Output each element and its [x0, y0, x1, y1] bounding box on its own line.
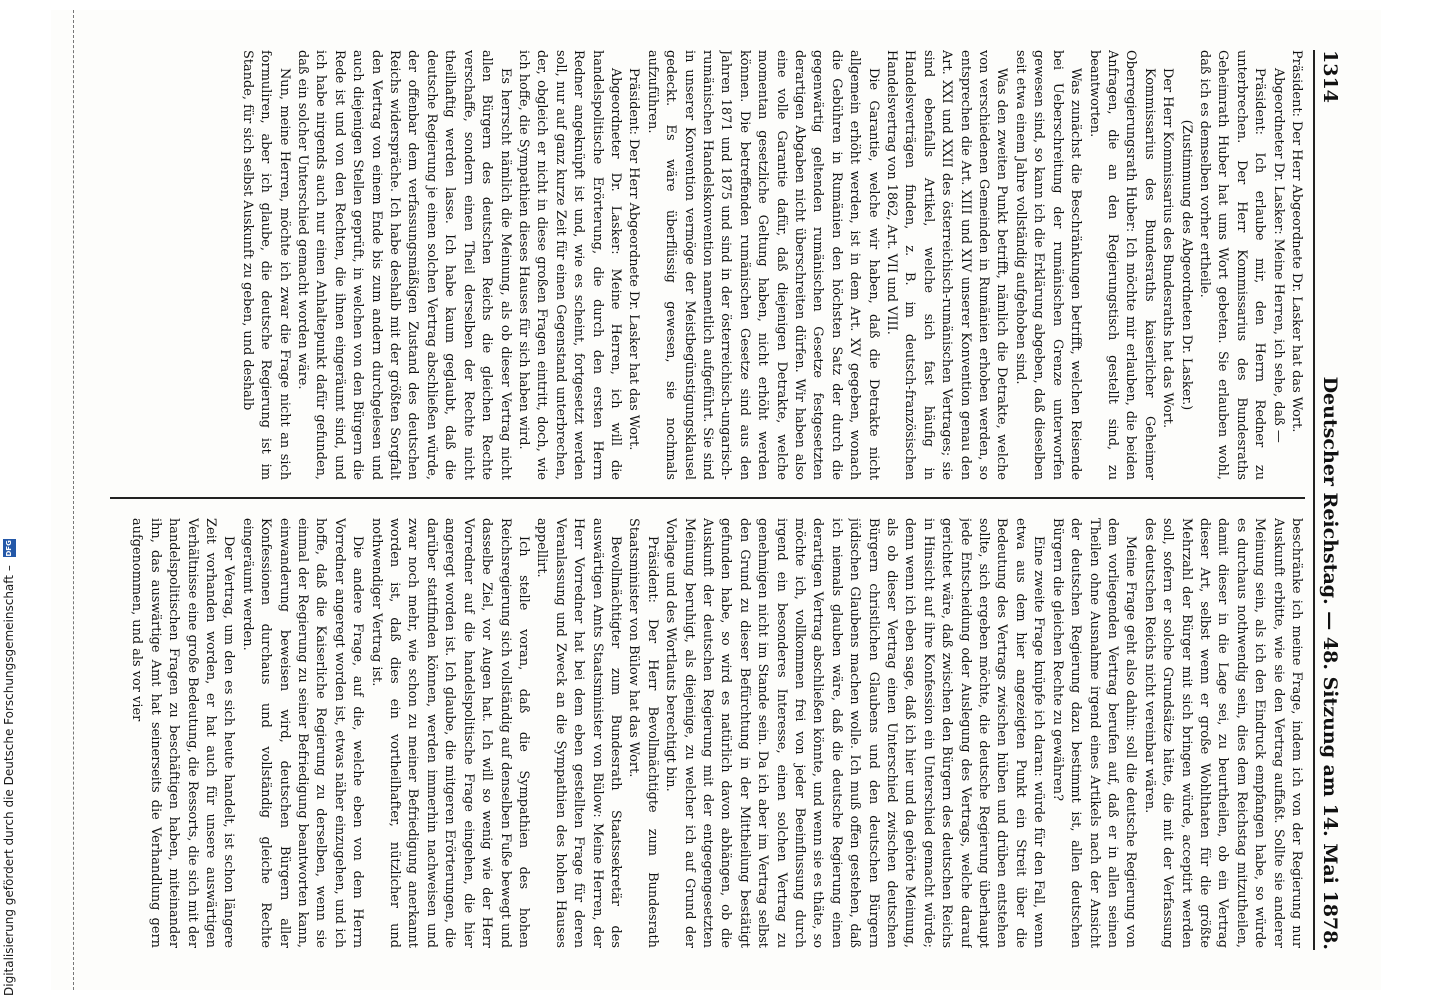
paragraph: Bevollmächtigter zum Bundesrath Staatssekretär des auswärtigen Amts Staatsminister von Bülow: Meine Herren, der Herr Vorredner hat bei dem eben gestellten Frage für deren Veranlassung und Zweck an die Sympathien des hohen Hauses appellirt.: [534, 518, 623, 948]
paragraph: beschränke ich meine Frage, indem ich von der Regierung nur Auskunft erbitte, wie sie den Vertrag auffaßt. Sollte sie anderer Meinung sein, als ich den Eindruck empfangen habe, so würde es durchaus nothwendig sein, dies dem Reichstag mitzutheilen, damit dieser in die Lage sei, zu beurtheilen, ob ein Vertrag dieser Art, selbst wenn er große Wohlthaten für die größte Mehrzahl der Bürger mit sich bringen würde, acceptirt werden soll, sofern er solche Grundsätze hätte, die mit der Verfassung des deutschen Reichs nicht vereinbar wären.: [1141, 518, 1304, 948]
left-column: [110, 50, 1305, 480]
paragraph: Der Vertrag, um den es sich heute handelt, ist schon längere Zeit vorhanden worden, er hat auch für unsere auswärtigen Verhältnisse eine große Bedeutung, die Ressorts, die sich mit der handelspolitischen Fragen zu beschäftigen haben, miteinander ihn, das auswärtige Amt hat seinerseits die Verhandlung gern aufgenommen, und als vor vier: [129, 518, 237, 948]
page-header: [1319, 50, 1349, 950]
newspaper-page: [51, 10, 1381, 990]
paragraph: Kommissarius des Bundesraths kaiserlicher Geheimer Oberregierungsrath Huber: Ich möchte mir erlauben, die beiden Anfragen, die an den Regierungstisch gestellt sind, zu beantworten.: [1086, 50, 1157, 480]
paragraph: Ich stelle voran, daß die Sympathien des hohen Reichsregierung sich vollständig auf denselben Fuße bewegt und dasselbe Ziel, vor Augen hat. Ich will so wenig wie der Herr Vorredner auf die handelspolitische Frage eingehen, die hier angeregt worden ist. Ich glaube, die mitgeren Erörterungen, die darüber stattfinden können, werden immerhin nachweisen und zwar noch mehr, wie schon zu meiner Befriedigung anerkannt worden ist, daß dies ein vortheilhafter, nützlicher und nothwendiger Vertrag ist.: [368, 518, 531, 948]
credit-text: Digitalisierung gefördert durch die Deutsche Forschungsgemeinschaft –: [2, 565, 16, 996]
paragraph: Der Herr Kommissarius des Bundesraths hat das Wort.: [1160, 68, 1176, 429]
page-number: 1314: [1319, 50, 1341, 103]
paragraph: Was den zweiten Punkt betrifft, nämlich die Detrakte, welche von verschiedenen Gemeinden in Rumänien erhoben werden, so entsprechen die Art. XIII und XIV unserer Konvention genau den Art. XXI und XXII des österreichisch-rumänischen Vertrages; sie sind ebenfalls Artikel, welche sich fast häufig in Handelsverträgen finden, z. B. im deutsch-französischen Handelsvertrag von 1862, Art. VII und VIII.: [884, 50, 1010, 480]
dfg-logo-icon: DFG: [3, 539, 16, 557]
paragraph: Die andere Frage, auf die, welche eben von dem Herrn Vorredner angeregt worden ist, etwas näher einzugehen, und ich hoffe, daß die Kaiserliche Regierung zu derselben, wenn sie einmal der Regierung zu seiner Befriedigung beantworten kann, einwanderung beweisen wird, deutschen Bürgern aller Konfessionen durchaus und vollständig gleiche Rechte eingeräumt werden.: [239, 518, 366, 948]
paragraph: Nun, meine Herren, möchte ich zwar die Frage nicht an sich formuliren, aber ich glaube, die deutsche Regierung ist im Stande, für sich selbst Auskunft zu geben, und deshalb: [239, 50, 292, 480]
paragraph: Eine zweite Frage knüpfe ich daran: würde für den Fall, wenn etwa aus dem hier angezeigten Punkt ein Streit über die Bedeutung des Vertrags zwischen hüben und drüben entstehen sollte, sich ergeben möchte, die deutsche Regierung überhaupt jede Entscheidung oder Auslegung des Vertrags, welche darauf gerichtet wäre, daß zwischen den Bürgern des deutschen Reichs in Hinsicht auf ihre Konfession ein Unterschied gemacht würde; denn wenn ich eben sage, daß ich hier und da gehörte Meinung, als ob dieser Vertrag einen Unterschied zwischen deutschen Bürgern christlichen Glaubens und den deutschen Bürgern jüdischen Glaubens machen wolle. Ich muß offen gestehen, daß ich niemals glauben wäre, daß die deutsche Regierung einen derartigen Vertrag abschließen könnte, und wenn sie es thäte, so möchte ich, vollkommen frei von jeder Beeinflussung durch irgend ein besonderes Interesse, einen solchen Vertrag zu genehmigen nicht im Stande sein. Da ich aber im Vertrag selbst den Grund zu dieser Befürchtung in der Mittheilung bestätigt gefunden habe, so wird es natürlich davon abhängen, ob die Auskunft der deutschen Regierung mit der entgegengesetzten Meinung beruhigt, als diejenige, zu welcher ich auf Grund der Vorlage und des Wortlauts berechtigt bin.: [663, 518, 1047, 948]
column-divider: [110, 497, 1305, 499]
paragraph: Die Garantie, welche wir haben, daß die Detrakte nicht allgemein erhöht werden, ist in dem Art. XV gegeben, wonach die Gebühren in Rumänien den höchsten Satz der durch die gegenwärtig geltenden rumänischen Gesetze festgesetzten derartigen Abgaben nicht überschreiten dürfen. Wir haben also eine volle Garantie dafür, daß diejenigen Detrakte, welche momentan gesetzliche Geltung haben, nicht erhöht werden können. Die betreffenden rumänischen Gesetze sind aus den Jahren 1871 und 1875 und sind in der österreichisch-ungarisch-rumänischen Handelskonvention namentlich aufgeführt. Sie sind in unserer Konvention vermöge der Meistbegünstigungsklausel gedeckt. Es wäre überflüssig gewesen, sie nochmals aufzuführen.: [644, 50, 881, 480]
paragraph: Abgeordneter Dr. Lasker: Meine Herren, ich will die handelspolitische Erörterung, die durch den ersten Herrn Redner angeknüpft ist und, wie es scheint, fortgesetzt werden soll, nur auf ganz kurze Zeit für einen Gegenstand unterbrechen, der, obgleich er nicht in diese großen Fragen eintritt, doch, wie ich hoffe, die Sympathien dieses Hauses für sich haben wird.: [515, 50, 623, 480]
header-rule: [1313, 50, 1315, 950]
paragraph: Präsident: Der Herr Abgeordnete Dr. Lasker hat das Wort.: [626, 68, 642, 451]
paragraph: Meine Frage geht also dahin: soll die deutsche Regierung von dem vorliegenden Vertrag berufen auf, daß er in allen seinen Theilen ohne Ausnahme irgend eines Artikels nach der Ansicht der deutschen Regierung dazu bestimmt ist, allen deutschen Bürgern die gleichen Rechte zu gewähren?: [1049, 518, 1139, 948]
paragraph: Es herrscht nämlich die Meinung, als ob dieser Vertrag nicht allen Bürgern des deutschen Reichs die gleichen Rechte verschaffe, sondern einen Theil derselben der Rechte nicht theilhaftig werden lasse. Ich habe kaum geglaubt, daß die deutsche Regierung je einen solchen Vertrag abschließen würde, der offenbar dem verfassungsmäßigen Zustand des deutschen Reichs widerspräche. Ich habe deshalb mit der größten Sorgfalt den Vertrag von einem Ende bis zum andern durchgelesen und auch diejenigen Stellen geprüft, in welchen von den Bürgern die Rede ist und von den Rechten, die ihnen eingeräumt sind, und ich habe nirgends auch nur einen Anhaltepunkt dafür gefunden, daß ein solcher Unterschied gemacht worden wäre.: [295, 50, 513, 480]
paragraph: Präsident: Ich erlaube mir, den Herrn Redner zu unterbrechen. Der Herr Kommissarius des Bundesraths Geheimrath Huber hat ums Wort gebeten. Sie erlauben wohl, daß ich es demselben vorher ertheile.: [1196, 50, 1268, 480]
paragraph: (Zustimmung des Abgeordneten Dr. Lasker.): [1178, 119, 1194, 411]
page-title: Deutscher Reichstag. — 48. Sitzung am 14. Mai 1878.: [1319, 376, 1341, 950]
paragraph: Präsident: Der Herr Bevollmächtigte zum Bundesrath Staatsminister von Bülow hat das Wort.: [626, 518, 660, 948]
scan-edge: [51, 10, 74, 990]
right-column: [110, 518, 1305, 948]
digitization-credit: [2, 539, 16, 996]
paragraph: Präsident: Der Herr Abgeordnete Dr. Lasker hat das Wort.: [1289, 50, 1304, 433]
paragraph: Abgeordneter Dr. Lasker: Meine Herren, ich sehe, daß —: [1270, 68, 1286, 443]
paragraph: Was zunächst die Beschränkungen betrifft, welchen Reisende bei Ueberschreitung der rumänischen Grenze unterworfen gewesen sind, so kann ich die Erklärung abgeben, daß dieselben seit etwa einem Jahre vollständig aufgehoben sind.: [1012, 50, 1084, 480]
